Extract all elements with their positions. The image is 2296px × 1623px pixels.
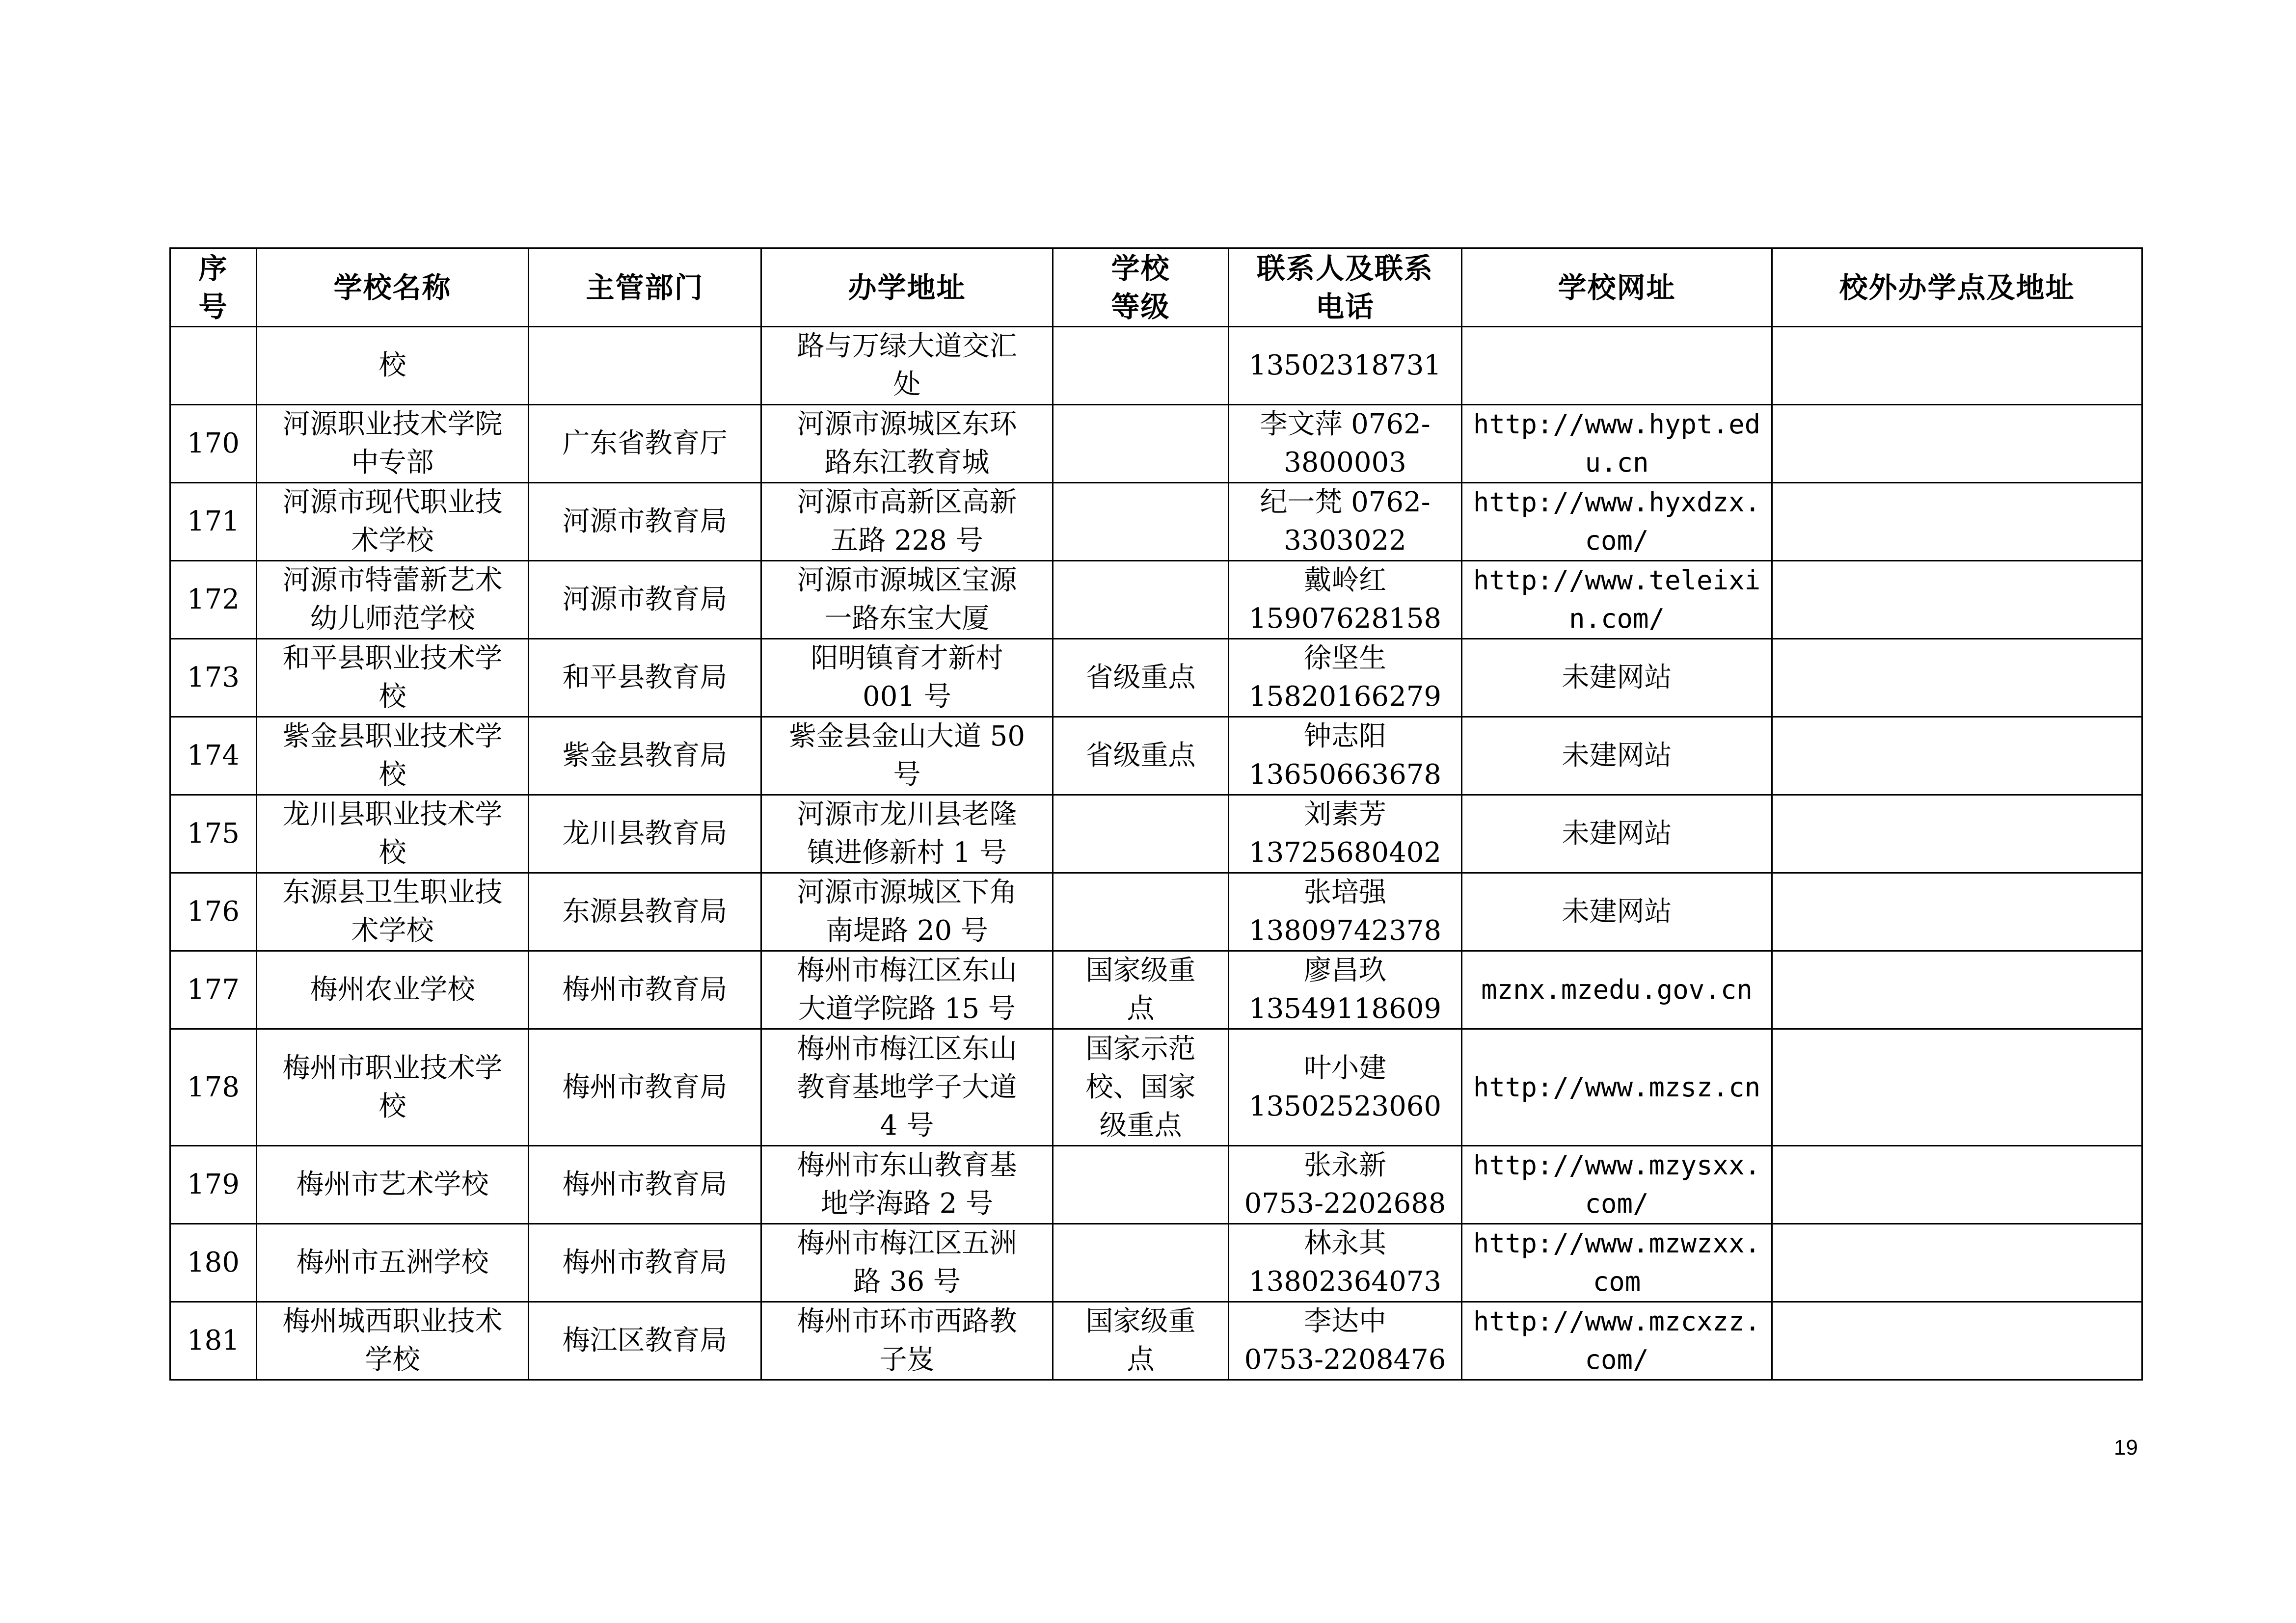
cell-level — [1053, 483, 1229, 561]
table-row — [170, 483, 2142, 561]
cell-seq: 176 — [170, 873, 257, 951]
cell-department: 广东省教育厅 — [529, 405, 761, 483]
cell-offsite — [1772, 795, 2142, 873]
cell-seq: 170 — [170, 405, 257, 483]
cell-contact: 刘素芳 13725680402 — [1229, 795, 1462, 873]
cell-level — [1053, 1224, 1229, 1302]
cell-department: 东源县教育局 — [529, 873, 761, 951]
cell-seq: 171 — [170, 483, 257, 561]
cell-level: 国家级重 点 — [1053, 951, 1229, 1029]
header-address: 办学地址 — [761, 248, 1053, 327]
table-row — [170, 639, 2142, 717]
cell-address: 阳明镇育才新村 001 号 — [761, 639, 1053, 717]
cell-address: 路与万绿大道交汇 处 — [761, 327, 1053, 405]
cell-department: 梅江区教育局 — [529, 1302, 761, 1380]
school-table — [169, 247, 2143, 1381]
table-row — [170, 795, 2142, 873]
cell-school-name: 河源职业技术学院 中专部 — [257, 405, 529, 483]
cell-department: 龙川县教育局 — [529, 795, 761, 873]
cell-contact: 戴岭红 15907628158 — [1229, 561, 1462, 639]
cell-department: 和平县教育局 — [529, 639, 761, 717]
cell-contact: 李达中 0753-2208476 — [1229, 1302, 1462, 1380]
header-level: 学校 等级 — [1053, 248, 1229, 327]
cell-website: 未建网站 — [1462, 639, 1772, 717]
header-website: 学校网址 — [1462, 248, 1772, 327]
cell-address: 河源市源城区东环 路东江教育城 — [761, 405, 1053, 483]
cell-website: http://www.mzsz.cn — [1462, 1029, 1772, 1146]
cell-website — [1462, 327, 1772, 405]
cell-school-name: 东源县卫生职业技 术学校 — [257, 873, 529, 951]
cell-seq: 181 — [170, 1302, 257, 1380]
cell-contact: 钟志阳 13650663678 — [1229, 717, 1462, 795]
cell-website: http://www.mzysxx. com/ — [1462, 1146, 1772, 1224]
cell-seq: 179 — [170, 1146, 257, 1224]
cell-seq: 177 — [170, 951, 257, 1029]
cell-offsite — [1772, 1146, 2142, 1224]
cell-department — [529, 327, 761, 405]
header-seq: 序 号 — [170, 248, 257, 327]
header-department: 主管部门 — [529, 248, 761, 327]
cell-seq: 172 — [170, 561, 257, 639]
cell-seq: 178 — [170, 1029, 257, 1146]
cell-website: http://www.teleixi n.com/ — [1462, 561, 1772, 639]
cell-school-name: 龙川县职业技术学 校 — [257, 795, 529, 873]
cell-contact: 张培强 13809742378 — [1229, 873, 1462, 951]
cell-contact: 13502318731 — [1229, 327, 1462, 405]
table-row — [170, 561, 2142, 639]
cell-level — [1053, 795, 1229, 873]
cell-offsite — [1772, 1029, 2142, 1146]
cell-offsite — [1772, 1302, 2142, 1380]
cell-school-name: 梅州市职业技术学 校 — [257, 1029, 529, 1146]
table-row — [170, 873, 2142, 951]
cell-level — [1053, 327, 1229, 405]
cell-level: 省级重点 — [1053, 639, 1229, 717]
page-number: 19 — [2114, 1436, 2138, 1460]
table-row — [170, 405, 2142, 483]
cell-level: 省级重点 — [1053, 717, 1229, 795]
cell-website: 未建网站 — [1462, 795, 1772, 873]
cell-contact: 林永其 13802364073 — [1229, 1224, 1462, 1302]
cell-address: 河源市龙川县老隆 镇进修新村 1 号 — [761, 795, 1053, 873]
cell-address: 河源市源城区下角 南堤路 20 号 — [761, 873, 1053, 951]
cell-school-name: 和平县职业技术学 校 — [257, 639, 529, 717]
cell-offsite — [1772, 1224, 2142, 1302]
header-contact: 联系人及联系 电话 — [1229, 248, 1462, 327]
cell-offsite — [1772, 639, 2142, 717]
cell-seq: 174 — [170, 717, 257, 795]
table-row — [170, 1224, 2142, 1302]
cell-address: 梅州市梅江区五洲 路 36 号 — [761, 1224, 1053, 1302]
table-row — [170, 951, 2142, 1029]
cell-level — [1053, 1146, 1229, 1224]
cell-offsite — [1772, 951, 2142, 1029]
cell-offsite — [1772, 327, 2142, 405]
cell-website: 未建网站 — [1462, 873, 1772, 951]
header-school-name: 学校名称 — [257, 248, 529, 327]
cell-school-name: 梅州城西职业技术 学校 — [257, 1302, 529, 1380]
cell-contact: 李文萍 0762- 3800003 — [1229, 405, 1462, 483]
cell-department: 河源市教育局 — [529, 561, 761, 639]
cell-seq — [170, 327, 257, 405]
cell-offsite — [1772, 717, 2142, 795]
cell-address: 梅州市环市西路教 子岌 — [761, 1302, 1053, 1380]
cell-contact: 张永新 0753-2202688 — [1229, 1146, 1462, 1224]
cell-seq: 175 — [170, 795, 257, 873]
cell-address: 梅州市梅江区东山 大道学院路 15 号 — [761, 951, 1053, 1029]
cell-website: http://www.hyxdzx. com/ — [1462, 483, 1772, 561]
cell-school-name: 梅州农业学校 — [257, 951, 529, 1029]
cell-level — [1053, 405, 1229, 483]
cell-offsite — [1772, 483, 2142, 561]
cell-department: 梅州市教育局 — [529, 951, 761, 1029]
cell-department: 河源市教育局 — [529, 483, 761, 561]
cell-school-name: 河源市特蕾新艺术 幼儿师范学校 — [257, 561, 529, 639]
cell-address: 河源市高新区高新 五路 228 号 — [761, 483, 1053, 561]
cell-school-name: 紫金县职业技术学 校 — [257, 717, 529, 795]
cell-department: 梅州市教育局 — [529, 1146, 761, 1224]
cell-website: http://www.mzwzxx. com — [1462, 1224, 1772, 1302]
table-row — [170, 1302, 2142, 1380]
cell-contact: 叶小建 13502523060 — [1229, 1029, 1462, 1146]
table-row — [170, 327, 2142, 405]
table-row — [170, 1146, 2142, 1224]
cell-address: 梅州市东山教育基 地学海路 2 号 — [761, 1146, 1053, 1224]
table-header-row — [170, 248, 2142, 327]
table-row — [170, 1029, 2142, 1146]
header-offsite: 校外办学点及地址 — [1772, 248, 2142, 327]
cell-website: http://www.hypt.ed u.cn — [1462, 405, 1772, 483]
cell-contact: 徐坚生 15820166279 — [1229, 639, 1462, 717]
cell-school-name: 校 — [257, 327, 529, 405]
cell-level: 国家级重 点 — [1053, 1302, 1229, 1380]
cell-level — [1053, 873, 1229, 951]
cell-address: 河源市源城区宝源 一路东宝大厦 — [761, 561, 1053, 639]
table-row — [170, 717, 2142, 795]
cell-school-name: 梅州市五洲学校 — [257, 1224, 529, 1302]
cell-website: http://www.mzcxzz. com/ — [1462, 1302, 1772, 1380]
cell-offsite — [1772, 561, 2142, 639]
cell-department: 梅州市教育局 — [529, 1029, 761, 1146]
cell-department: 梅州市教育局 — [529, 1224, 761, 1302]
cell-school-name: 梅州市艺术学校 — [257, 1146, 529, 1224]
cell-website: mznx.mzedu.gov.cn — [1462, 951, 1772, 1029]
cell-address: 梅州市梅江区东山 教育基地学子大道 4 号 — [761, 1029, 1053, 1146]
cell-offsite — [1772, 405, 2142, 483]
cell-school-name: 河源市现代职业技 术学校 — [257, 483, 529, 561]
table-body — [170, 327, 2142, 1380]
cell-seq: 180 — [170, 1224, 257, 1302]
cell-contact: 廖昌玖 13549118609 — [1229, 951, 1462, 1029]
cell-level — [1053, 561, 1229, 639]
cell-website: 未建网站 — [1462, 717, 1772, 795]
cell-address: 紫金县金山大道 50 号 — [761, 717, 1053, 795]
cell-offsite — [1772, 873, 2142, 951]
cell-contact: 纪一梵 0762- 3303022 — [1229, 483, 1462, 561]
cell-level: 国家示范 校、国家 级重点 — [1053, 1029, 1229, 1146]
cell-department: 紫金县教育局 — [529, 717, 761, 795]
cell-seq: 173 — [170, 639, 257, 717]
